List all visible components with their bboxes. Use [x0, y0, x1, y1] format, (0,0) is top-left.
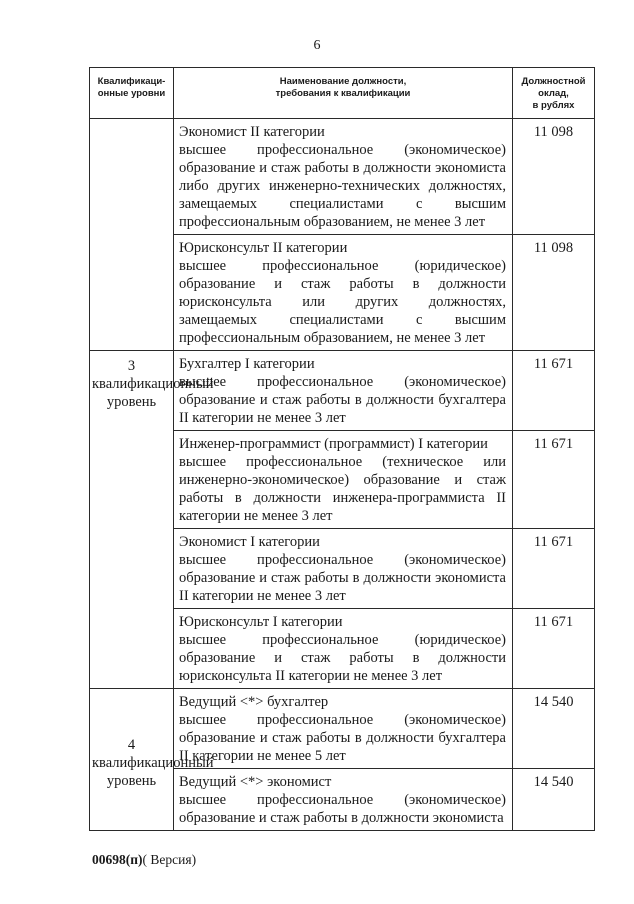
- salary-cell: 11 671: [513, 609, 595, 689]
- position-title: Экономист I категории: [179, 534, 320, 550]
- position-requirements: высшее профессиональное (экономическое) образование и стаж работы в должности бухгалтера II категории не менее 5 лет: [179, 712, 506, 764]
- position-requirements: высшее профессиональное (экономическое) образование и стаж работы в должности экономиста: [179, 792, 506, 826]
- table-header-row: [90, 68, 595, 119]
- salary-cell: 11 098: [513, 119, 595, 235]
- salary-cell: 11 671: [513, 431, 595, 529]
- footer: [92, 852, 196, 868]
- position-title: Юрисконсульт I категории: [179, 614, 343, 630]
- position-requirements: высшее профессиональное (экономическое) образование и стаж работы в должности экономиста II категории не менее 3 лет: [179, 552, 506, 604]
- position-requirements: высшее профессиональное (юридическое) образование и стаж работы в должности юрисконсульта II категории не менее 3 лет: [179, 632, 506, 684]
- position-cell: [174, 769, 513, 831]
- table-row: [90, 119, 595, 235]
- position-cell: [174, 235, 513, 351]
- position-cell: [174, 529, 513, 609]
- position-cell: [174, 351, 513, 431]
- page-number: 6: [313, 38, 321, 53]
- position-cell: [174, 689, 513, 769]
- document-code: 00698(п): [92, 852, 143, 867]
- level-cell: 3 квалификационный уровень: [90, 351, 174, 689]
- table-row: [90, 689, 595, 769]
- header-level: Квалификаци- онные уровни: [90, 68, 174, 119]
- salary-cell: 11 671: [513, 351, 595, 431]
- table-row: [90, 351, 595, 431]
- position-requirements: высшее профессиональное (экономическое) образование и стаж работы в должности экономиста либо других инженерно-технических должностях, замещаемых специалистами с высшим профессиональным образованием, не менее 3 лет: [179, 142, 506, 230]
- position-title: Инженер-программист (программист) I категории: [179, 436, 488, 452]
- position-requirements: высшее профессиональное (техническое или инженерно-экономическое) образование и стаж работы в должности инженера-программиста II категории не менее 3 лет: [179, 454, 506, 524]
- salary-cell: 14 540: [513, 689, 595, 769]
- position-title: Экономист II категории: [179, 124, 325, 140]
- position-cell: [174, 431, 513, 529]
- salary-table: [89, 67, 595, 831]
- position-title: Ведущий <*> бухгалтер: [179, 694, 329, 710]
- level-cell: [90, 689, 214, 831]
- position-cell: [174, 609, 513, 689]
- position-cell: [174, 119, 513, 235]
- position-requirements: высшее профессиональное (юридическое) образование и стаж работы в должности юрисконсульта или других должностях, замещаемых специалистами с высшим профессиональным образованием, не менее 3 лет: [179, 258, 506, 346]
- position-title: Бухгалтер I категории: [179, 356, 315, 372]
- level-cell: [90, 119, 174, 351]
- position-requirements: высшее профессиональное (экономическое) образование и стаж работы в должности бухгалтера II категории не менее 3 лет: [179, 374, 506, 426]
- salary-cell: 11 671: [513, 529, 595, 609]
- salary-cell: 11 098: [513, 235, 595, 351]
- level-label: 4 квалификационный уровень: [92, 736, 214, 789]
- salary-cell: 14 540: [513, 769, 595, 831]
- document-version: ( Версия): [142, 852, 197, 867]
- header-salary: Должностной оклад, в рублях: [513, 68, 595, 119]
- header-position: Наименование должности, требования к квалификации: [174, 68, 513, 119]
- position-title: Юрисконсульт II категории: [179, 240, 348, 256]
- position-title: Ведущий <*> экономист: [179, 774, 332, 790]
